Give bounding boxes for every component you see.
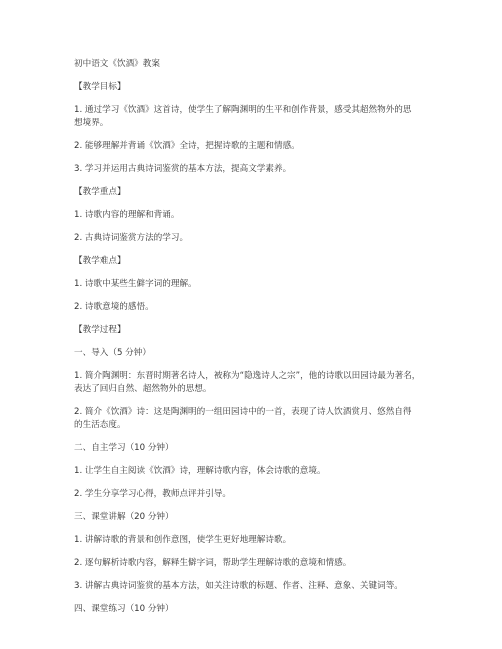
part1-item-1-line-1: 1. 简介陶渊明：东晋时期著名诗人，被称为“隐逸诗人之宗”，他的诗歌以田园诗最为著名， — [74, 371, 421, 381]
difficulty-2: 2. 诗歌意境的感悟。 — [74, 302, 154, 312]
goals-header: 【教学目标】 — [74, 82, 126, 92]
process-header: 【教学过程】 — [74, 325, 126, 335]
part3-item-2: 2. 逐句解析诗歌内容，解释生僻字词，帮助学生理解诗歌的意境和情感。 — [74, 558, 352, 568]
key-points-header: 【教学重点】 — [74, 187, 126, 197]
part2-title: 二、自主学习（10 分钟） — [74, 443, 174, 453]
goal-item-1-line-1: 1. 通过学习《饮酒》这首诗，使学生了解陶渊明的生平和创作背景，感受其超然物外的思 — [74, 105, 412, 115]
difficulty-1: 1. 诗歌中某些生僻字词的理解。 — [74, 279, 197, 289]
goal-item-1 — [74, 104, 434, 130]
part3-item-1: 1. 讲解诗歌的背景和创作意图，使学生更好地理解诗歌。 — [74, 535, 292, 545]
part4-title: 四、课堂练习（10 分钟） — [74, 604, 174, 614]
difficulties-header: 【教学难点】 — [74, 256, 126, 266]
document-page — [74, 58, 434, 626]
part1-item-2 — [74, 406, 434, 432]
part1-title: 一、导入（5 分钟） — [74, 348, 151, 358]
part2-item-1: 1. 让学生自主阅读《饮酒》诗，理解诗歌内容，体会诗歌的意境。 — [74, 466, 326, 476]
document-title: 初中语文《饮酒》教案 — [74, 59, 160, 69]
part1-item-1 — [74, 370, 434, 396]
key-point-1: 1. 诗歌内容的理解和背诵。 — [74, 210, 180, 220]
goal-item-2: 2. 能够理解并背诵《饮酒》全诗，把握诗歌的主题和情感。 — [74, 141, 300, 151]
part1-item-2-line-2: 的生活态度。 — [74, 420, 126, 430]
part3-item-3: 3. 讲解古典诗词鉴赏的基本方法，如关注诗歌的标题、作者、注释、意象、关键词等。 — [74, 581, 403, 591]
part2-item-2: 2. 学生分享学习心得，教师点评并引导。 — [74, 489, 232, 499]
part1-item-2-line-1: 2. 简介《饮酒》诗：这是陶渊明的一组田园诗中的一首，表现了诗人饮酒赏月、悠然自得 — [74, 407, 412, 417]
part3-title: 三、课堂讲解（20 分钟） — [74, 512, 174, 522]
part1-item-1-line-2: 表达了回归自然、超然物外的思想。 — [74, 384, 212, 394]
goal-item-1-line-2: 想境界。 — [74, 118, 109, 128]
goal-item-3: 3. 学习并运用古典诗词鉴赏的基本方法，提高文学素养。 — [74, 164, 292, 174]
key-point-2: 2. 古典诗词鉴赏方法的学习。 — [74, 233, 189, 243]
